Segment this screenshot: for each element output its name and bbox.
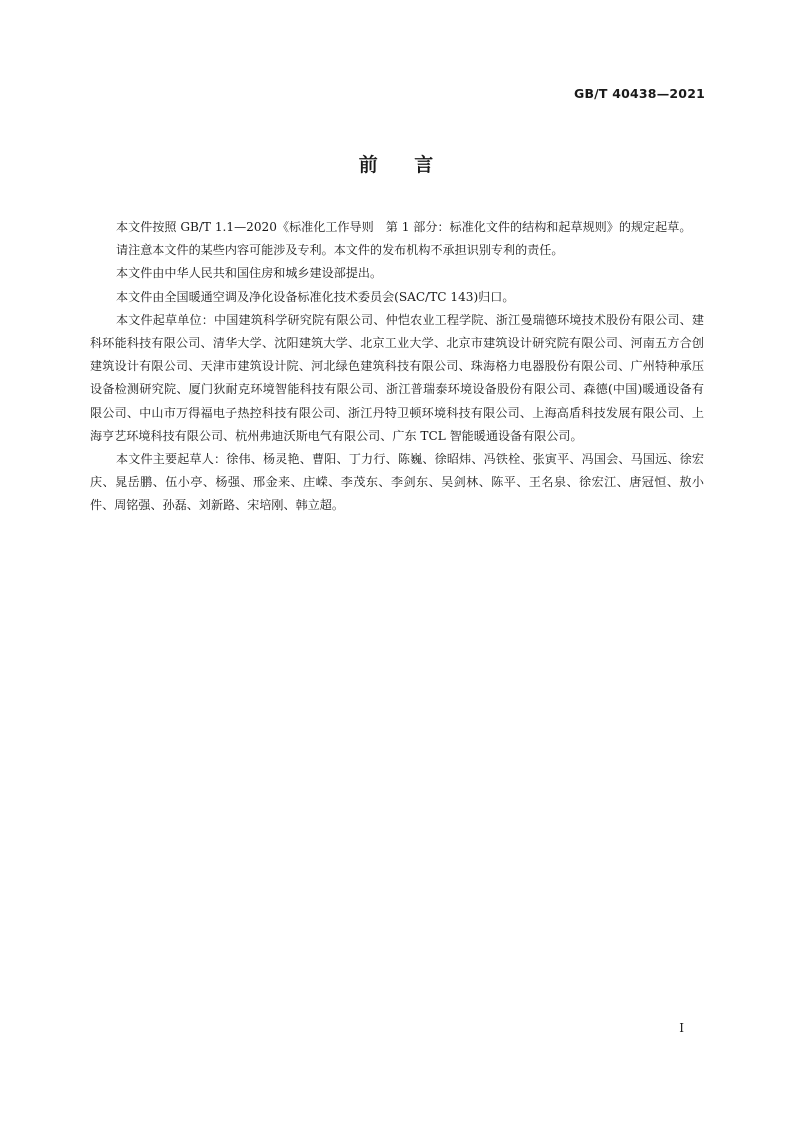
page-title: 前 言 xyxy=(358,154,436,176)
paragraph-drafting-organizations: 本文件起草单位：中国建筑科学研究院有限公司、仲恺农业工程学院、浙江曼瑞德环境技术股份有限公司、建科环能科技有限公司、清华大学、沈阳建筑大学、北京工业大学、北京市建筑设计研究院有限公司、河南五方合创建筑设计有限公司、天津市建筑设计院、河北绿色建筑科技有限公司、珠海格力电器股份有限公司、广州特种承压设备检测研究院、厦门狄耐克环境智能科技有限公司、浙江普瑞泰环境设备股份有限公司、森德(中国)暖通设备有限公司、中山市万得福电子热控科技有限公司、浙江丹特卫顿环境科技有限公司、上海高盾科技发展有限公司、上海亨艺环境科技有限公司、杭州弗迪沃斯电气有限公司、广东 TCL 智能暖通设备有限公司。 xyxy=(90,312,704,443)
paragraph-proposer: 本文件由中华人民共和国住房和城乡建设部提出。 xyxy=(116,266,383,281)
paragraph-technical-committee: 本文件由全国暖通空调及净化设备标准化技术委员会(SAC/TC 143)归口。 xyxy=(116,289,515,304)
paragraph-main-drafters: 本文件主要起草人：徐伟、杨灵艳、曹阳、丁力行、陈巍、徐昭炜、冯铁栓、张寅平、冯国会、马国远、徐宏庆、晁岳鹏、伍小亭、杨强、邢金来、庄嵘、李茂东、李剑东、吴剑林、陈平、王名泉、徐宏江、唐冠恒、敖小件、周铭强、孙磊、刘新路、宋培刚、韩立超。 xyxy=(90,452,704,513)
paragraph-patent-notice: 请注意本文件的某些内容可能涉及专利。本文件的发布机构不承担识别专利的责任。 xyxy=(116,243,564,258)
paragraph-drafting-rules: 本文件按照 GB/T 1.1—2020《标准化工作导则 第 1 部分：标准化文件的结构和起草规则》的规定起草。 xyxy=(116,220,692,234)
standard-number: GB/T 40438—2021 xyxy=(573,86,705,101)
page-number: I xyxy=(679,1021,684,1035)
foreword-body xyxy=(90,216,704,518)
